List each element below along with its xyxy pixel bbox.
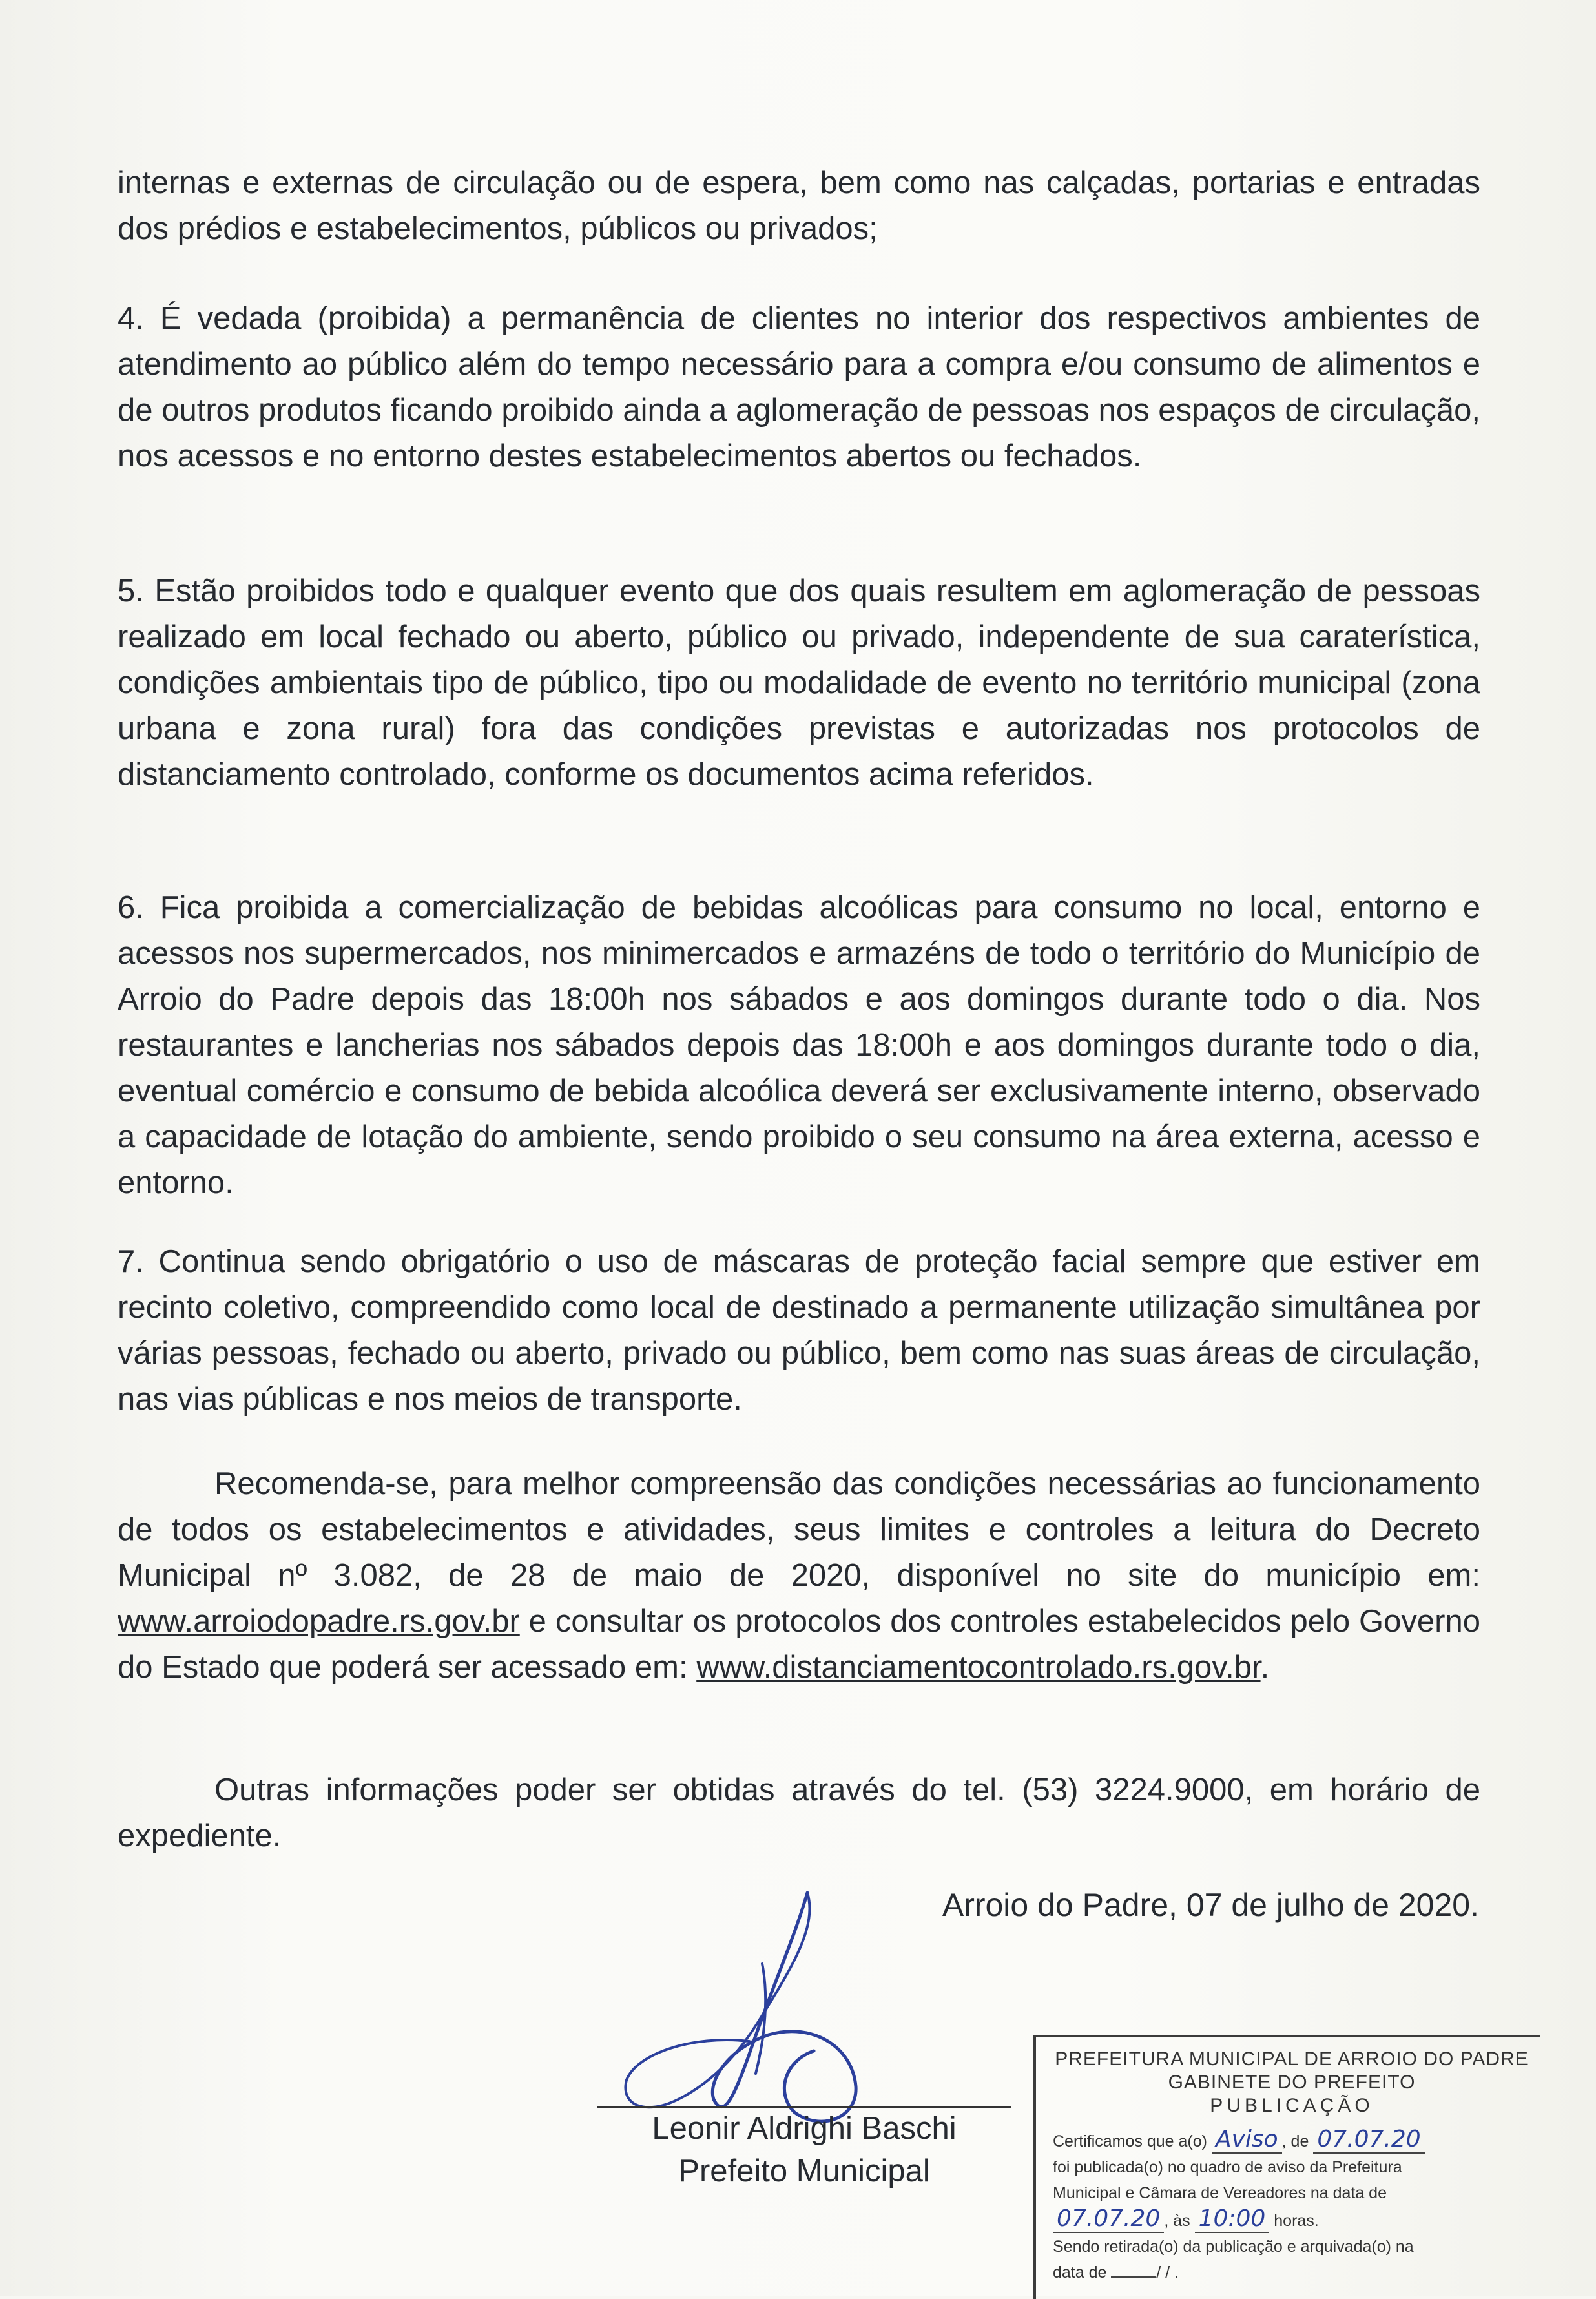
signer-title: Prefeito Municipal	[678, 2154, 930, 2189]
stamp-line-3: PUBLICAÇÃO	[1210, 2095, 1374, 2116]
recommendation-block	[118, 1461, 1480, 1690]
publication-stamp	[1033, 2035, 1540, 2299]
stamp-line-8: Sendo retirada(o) da publicação e arquivada(o) na	[1053, 2238, 1414, 2256]
paragraph-recommendation	[118, 1461, 1480, 1690]
paragraph-info: Outras informações poder ser obtidas através do tel. (53) 3224.9000, em horário de expediente.	[118, 1773, 1480, 1853]
stamp-line-5: foi publicada(o) no quadro de aviso da Prefeitura	[1053, 2158, 1402, 2176]
recommendation-text-1: Recomenda-se, para melhor compreensão das condições necessárias ao funcionamento de todos os estabelecimentos e atividades, seus limites e controles a leitura do Decreto Municipal nº 3.082, de 28 de maio de 2020, disponível no site do município em:	[118, 1466, 1480, 1593]
item-4-block	[118, 296, 1480, 479]
stamp-cert-line	[1053, 2127, 1531, 2154]
item-6-block	[118, 885, 1480, 1206]
item-7-block	[118, 1239, 1480, 1422]
stamp-cert-type: Aviso	[1212, 2126, 1282, 2154]
stamp-horas: horas.	[1274, 2212, 1319, 2230]
paragraph-item-5: 5. Estão proibidos todo e qualquer evento que dos quais resultem em aglomeração de pessoas realizado em local fechado ou aberto, público ou privado, independente de sua caraterística, condições ambientais tipo de público, tipo ou modalidade de evento no território municipal (zona urbana e zona rural) fora das condições previstas e autorizadas nos protocolos de distanciamento controlado, conforme os documentos acima referidos.	[118, 574, 1480, 792]
stamp-blank	[1111, 2276, 1156, 2278]
stamp-as: , às	[1164, 2212, 1190, 2230]
paragraph-item-7: 7. Continua sendo obrigatório o uso de máscaras de proteção facial sempre que estiver em recinto coletivo, compreendido como local de destinado a permanente utilização simultânea por várias pessoas, fechado ou aberto, privado ou público, bem como nas suas áreas de circulação, nas vias públicas e nos meios de transporte.	[118, 1244, 1480, 1417]
stamp-line-9-label: data de	[1053, 2263, 1107, 2282]
stamp-content	[1053, 2048, 1531, 2285]
stamp-line-2: GABINETE DO PREFEITO	[1168, 2072, 1416, 2093]
paragraph-intro: internas e externas de circulação ou de espera, bem como nas calçadas, portarias e entradas dos prédios e estabelecimentos, públicos ou privados;	[118, 165, 1480, 246]
recommendation-text-2: e consultar os protocolos dos controles estabelecidos pelo Governo do Estado que poderá ser acessado em:	[118, 1604, 1480, 1685]
info-block	[118, 1767, 1480, 1859]
stamp-cert-date: 07.07.20	[1313, 2126, 1424, 2154]
stamp-line-9	[1053, 2260, 1531, 2285]
link-distanciamento[interactable]: www.distanciamentocontrolado.rs.gov.br	[696, 1650, 1261, 1685]
link-arroiodopadre[interactable]: www.arroiodopadre.rs.gov.br	[118, 1604, 520, 1639]
stamp-pub-line	[1053, 2206, 1531, 2234]
paragraph-item-6: 6. Fica proibida a comercialização de bebidas alcoólicas para consumo no local, entorno e acessos nos supermercados, nos minimercados e armazéns de todo o território do Município de Arroio do Padre depois das 18:00h nos sábados e aos domingos durante todo o dia. Nos restaurantes e lancherias nos sábados depois das 18:00h e aos domingos durante todo o dia, eventual comércio e consumo de bebida alcoólica deverá ser exclusivamente interno, observado a capacidade de lotação do ambiente, sendo proibido o seu consumo na área externa, acesso e entorno.	[118, 890, 1480, 1200]
body-text	[118, 160, 1480, 252]
recommendation-text-3: .	[1260, 1650, 1270, 1685]
stamp-pub-date: 07.07.20	[1053, 2205, 1164, 2233]
paragraph-item-4: 4. É vedada (proibida) a permanência de clientes no interior dos respectivos ambientes de atendimento ao público além do tempo necessário para a compra e/ou consumo de alimentos e de outros produtos ficando proibido ainda a aglomeração de pessoas nos espaços de circulação, nos acessos e no entorno destes estabelecimentos abertos ou fechados.	[118, 301, 1480, 473]
stamp-cert-prefix: Certificamos que a(o)	[1053, 2132, 1207, 2150]
signer-name: Leonir Aldrighi Baschi	[652, 2111, 957, 2146]
stamp-line-9-tail: / / .	[1156, 2263, 1179, 2282]
item-5-block	[118, 568, 1480, 798]
stamp-line-1: PREFEITURA MUNICIPAL DE ARROIO DO PADRE	[1055, 2048, 1529, 2070]
date-line: Arroio do Padre, 07 de julho de 2020.	[942, 1887, 1479, 1923]
signer-block	[601, 2107, 1008, 2192]
stamp-cert-mid: , de	[1281, 2132, 1309, 2150]
stamp-pub-time: 10:00	[1195, 2205, 1270, 2233]
stamp-line-6: Municipal e Câmara de Vereadores na data de	[1053, 2184, 1387, 2202]
